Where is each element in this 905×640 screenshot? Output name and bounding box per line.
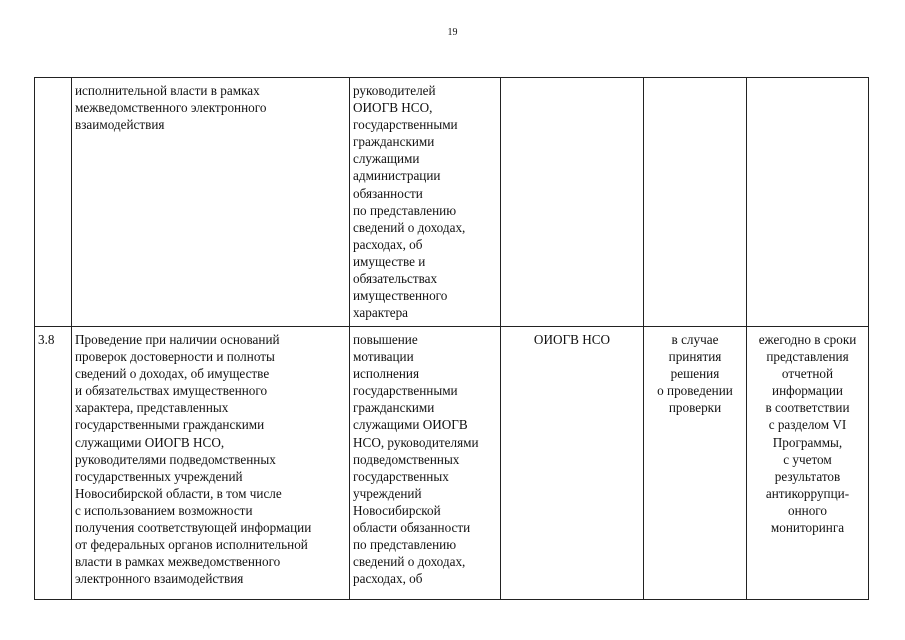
measure-cell: исполнительной власти в рамках межведомственного электронного взаимодействия	[72, 78, 350, 327]
measures-table	[34, 77, 869, 600]
page-number: 19	[447, 27, 458, 38]
table-row	[35, 78, 869, 327]
row-number-cell	[35, 78, 72, 327]
table-row	[35, 327, 869, 600]
executor-cell: ОИОГВ НСО	[501, 327, 644, 600]
result-cell: руководителей ОИОГВ НСО, государственными гражданскими служащими администрации обязанности по представлению сведений о доходах, расходах, об имуществе и обязательствах имущественного характера	[350, 78, 501, 327]
row-number-cell: 3.8	[35, 327, 72, 600]
result-cell: повышение мотивации исполнения государственными гражданскими служащими ОИОГВ НСО, руководителями подведомственных государственных учреждений Новосибирской области обязанности по представлению сведений о доходах, расходах, об	[350, 327, 501, 600]
measure-cell: Проведение при наличии оснований проверок достоверности и полноты сведений о доходах, об имуществе и обязательствах имущественного характера, представленных государственными гражданскими служащими ОИОГВ НСО, руководителями подведомственных государственных учреждений Новосибирской области, в том числе с использованием возможности получения соответствующей информации от федеральных органов исполнительной власти в рамках межведомственного электронного взаимодействия	[72, 327, 350, 600]
executor-cell	[501, 78, 644, 327]
condition-cell: в случае принятия решения о проведении проверки	[644, 327, 747, 600]
term-cell	[747, 78, 869, 327]
term-cell: ежегодно в сроки представления отчетной информации в соответствии с разделом VI Программы, с учетом результатов антикоррупци- онного мониторинга	[747, 327, 869, 600]
condition-cell	[644, 78, 747, 327]
